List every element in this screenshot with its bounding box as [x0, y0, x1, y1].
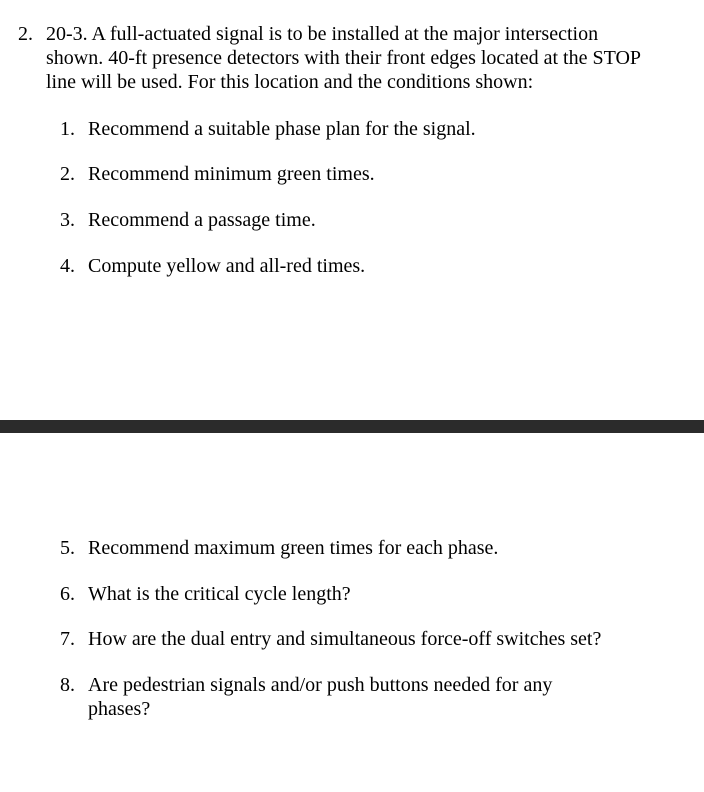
- problem-number: 2.: [18, 23, 33, 45]
- page-bottom: [0, 433, 704, 792]
- list-item: [60, 117, 660, 141]
- list-item-number: 7.: [60, 628, 75, 650]
- list-item: [60, 582, 660, 606]
- list-item-text: What is the critical cycle length?: [88, 583, 351, 605]
- list-item: [60, 673, 660, 721]
- list-item-text: Compute yellow and all-red times.: [88, 255, 366, 277]
- list-item-number: 4.: [60, 255, 75, 277]
- list-item-number: 5.: [60, 537, 75, 559]
- list-item-text: Recommend maximum green times for each phase.: [88, 537, 499, 559]
- list-item-number: 8.: [60, 674, 75, 696]
- list-item: [60, 536, 660, 560]
- list-item-text: Recommend minimum green times.: [88, 163, 375, 185]
- list-item-number: 2.: [60, 163, 75, 185]
- list-item-number: 6.: [60, 583, 75, 605]
- list-item-number: 1.: [60, 118, 75, 140]
- list-item: [60, 208, 660, 232]
- list-item-number: 3.: [60, 209, 75, 231]
- list-item: [60, 627, 660, 651]
- problem-text: 20-3. A full-actuated signal is to be installed at the major intersection shown. 40-ft presence detectors with their front edges located at the STOP line will be used. For this location and the conditions shown:: [46, 23, 641, 93]
- problem-statement: [18, 22, 648, 94]
- list-item: [60, 162, 660, 186]
- list-item-text: How are the dual entry and simultaneous force-off switches set?: [88, 628, 602, 650]
- page-separator-bar: [0, 420, 704, 433]
- list-item-text: Recommend a passage time.: [88, 209, 316, 231]
- list-item-text: Are pedestrian signals and/or push buttons needed for any phases?: [88, 674, 553, 720]
- list-item: [60, 254, 660, 278]
- list-item-text: Recommend a suitable phase plan for the signal.: [88, 118, 476, 140]
